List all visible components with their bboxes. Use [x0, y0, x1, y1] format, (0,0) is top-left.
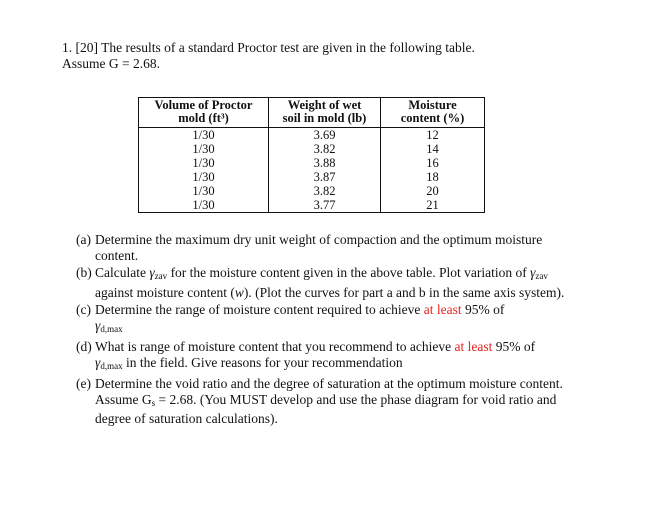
table-row: 1/30 3.87 18 — [139, 170, 485, 184]
question-b-label: (b) — [76, 265, 92, 280]
question-a-text: Determine the maximum dry unit weight of compaction and the optimum moisture content. — [95, 232, 543, 263]
table-header-row — [139, 98, 485, 128]
table-row: 1/30 3.82 20 — [139, 184, 485, 198]
highlight-at-least: at least — [454, 339, 493, 354]
question-d: (d) What is range of moisture content that you recommend to achieve at least 95% of $\gamma_{d,max}$ in the field. Give reasons for your recommendation — [76, 339, 536, 371]
gamma-symbol: γ — [95, 317, 101, 333]
proctor-table — [138, 97, 485, 213]
highlight-at-least: at least — [423, 302, 462, 317]
question-a-label: (a) — [76, 232, 91, 247]
problem-line-2: Assume G = 2.68. — [62, 56, 160, 71]
gamma-symbol: γ — [95, 354, 101, 370]
gamma-subscript: d,max — [100, 360, 123, 371]
question-b: (b) Calculate $\gamma_{zav}$ for the moisture content given in the above table. Plot variation of $\gamma_{zav}$ against moisture content (w). (Plot the curves for part a and b in the same axis system). — [76, 265, 565, 300]
gamma-subscript: d,max — [100, 323, 123, 334]
moisture-symbol: w — [234, 284, 244, 300]
gamma-subscript: zav — [154, 271, 168, 281]
table-row: 1/30 3.77 21 — [139, 198, 485, 213]
question-list — [76, 232, 576, 429]
question-c-label: (c) — [76, 302, 91, 317]
problem-line-1: 1. [20] The results of a standard Proctor test are given in the following table. — [62, 40, 475, 55]
header-volume: Volume of Proctor mold (ft³) — [139, 98, 269, 128]
specific-gravity-subscript: s — [151, 397, 156, 408]
gamma-subscript: zav — [535, 271, 548, 281]
question-a — [76, 232, 576, 263]
problem-statement — [62, 40, 475, 72]
gamma-symbol: γ — [530, 265, 536, 280]
question-e: (e) Determine the void ratio and the degree of saturation at the optimum moisture content. Assume $G_s = 2.68$. (You MUST develop and use the phase diagram for void ratio and degree of saturation calculations). — [76, 376, 563, 426]
table-row: 1/30 3.69 12 — [139, 128, 485, 143]
header-moisture: Moisture content (%) — [381, 98, 485, 128]
table-row: 1/30 3.88 16 — [139, 156, 485, 170]
question-d-label: (d) — [76, 339, 92, 354]
gamma-symbol: γ — [149, 265, 155, 280]
question-e-label: (e) — [76, 376, 91, 391]
question-c: (c) Determine the range of moisture content required to achieve at least 95% of $\gamma_{d,max}$ — [76, 302, 505, 334]
header-weight: Weight of wet soil in mold (lb) — [269, 98, 381, 128]
table-row: 1/30 3.82 14 — [139, 142, 485, 156]
